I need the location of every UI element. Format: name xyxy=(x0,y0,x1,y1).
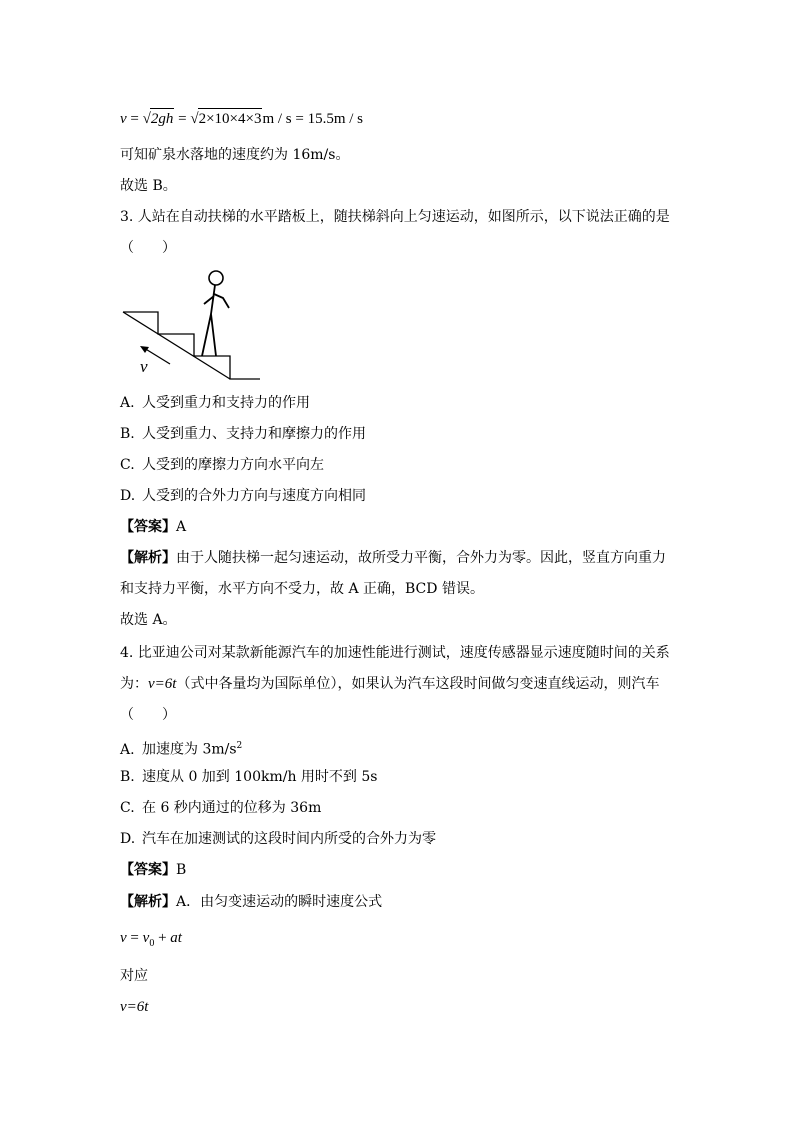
formula-tail: m / s = 15.5m / s xyxy=(262,111,364,127)
q3-analysis-1 xyxy=(120,548,666,568)
formula-eq: = xyxy=(130,111,139,127)
person-body xyxy=(202,285,229,356)
stem-prefix: 为： xyxy=(120,676,148,692)
formula-radicand-1: 2gh xyxy=(150,108,175,129)
person-head xyxy=(209,271,223,285)
formula-at: at xyxy=(170,930,182,946)
analysis-tag: 【解析】 xyxy=(120,894,176,910)
formula-eq: = xyxy=(178,111,187,127)
q4-stem-2 xyxy=(120,674,659,694)
option-text: 速度从 0 加到 100km/h 用时不到 5s xyxy=(142,769,378,785)
analysis-text: 由于人随扶梯一起匀速运动，故所受力平衡，合外力为零。因此，竖直方向重力 xyxy=(176,550,666,566)
option-label: A. xyxy=(120,395,135,411)
analysis-tag: 【解析】 xyxy=(120,550,176,566)
option-text: 加速度为 3m/s xyxy=(142,741,237,758)
q3-choose: 故选 A。 xyxy=(120,612,177,628)
option-label: B. xyxy=(120,426,135,442)
option-label: D. xyxy=(120,488,136,504)
q4-bracket: （ ） xyxy=(120,707,176,723)
formula-v6t: v=6t xyxy=(120,999,149,1015)
stem-formula: v=6t xyxy=(148,676,177,692)
formula-plus: + xyxy=(158,930,167,946)
formula-velocity xyxy=(120,108,363,129)
option-text: 人受到的摩擦力方向水平向左 xyxy=(142,457,324,473)
q4-analysis-1 xyxy=(120,892,382,912)
q4-option-a xyxy=(120,736,242,760)
option-text: 汽车在加速测试的这段时间内所受的合外力为零 xyxy=(142,831,436,847)
answer-tag: 【答案】 xyxy=(120,519,176,535)
option-text: 人受到重力、支持力和摩擦力的作用 xyxy=(142,426,366,442)
sqrt-sign: √ xyxy=(142,111,151,127)
formula-radicand-2: 2×10×4×3 xyxy=(198,108,263,129)
answer-value: B xyxy=(176,862,187,878)
q4-option-b xyxy=(120,767,377,787)
choose-text: 故选 B。 xyxy=(120,178,177,194)
option-sup: 2 xyxy=(236,741,243,751)
q3-stem: 3. 人站在自动扶梯的水平踏板上，随扶梯斜向上匀速运动，如图所示，以下说法正确的是 xyxy=(120,209,670,225)
stem-suffix: （式中各量均为国际单位），如果认为汽车这段时间做匀变速直线运动，则汽车 xyxy=(176,676,660,692)
escalator-figure xyxy=(118,262,268,387)
formula-subscript: 0 xyxy=(149,938,155,949)
q3-answer xyxy=(120,517,186,537)
q4-answer xyxy=(120,860,186,880)
velocity-arrow xyxy=(144,348,170,364)
option-label: C. xyxy=(120,800,135,816)
q3-analysis-2: 和支持力平衡，水平方向不受力，故 A 正确，BCD 错误。 xyxy=(120,581,484,597)
analysis-text: A．由匀变速运动的瞬时速度公式 xyxy=(176,894,383,910)
answer-value: A xyxy=(176,519,187,535)
option-label: A. xyxy=(120,741,135,758)
formula-uniform-acceleration xyxy=(120,928,182,954)
option-text: 人受到重力和支持力的作用 xyxy=(142,395,310,411)
answer-tag: 【答案】 xyxy=(120,862,176,878)
option-label: B. xyxy=(120,769,135,785)
correspond-text: 对应 xyxy=(120,968,148,984)
q4-option-c xyxy=(120,798,321,818)
conclusion-text: 可知矿泉水落地的速度约为 16m/s。 xyxy=(120,147,350,163)
formula-lhs: v xyxy=(120,111,127,127)
q4-stem-1: 4. 比亚迪公司对某款新能源汽车的加速性能进行测试，速度传感器显示速度随时间的关系 xyxy=(120,645,670,661)
option-label: D. xyxy=(120,831,136,847)
sqrt-sign: √ xyxy=(190,111,199,127)
q3-option-d xyxy=(120,486,366,506)
q3-option-b xyxy=(120,424,366,444)
q3-option-c xyxy=(120,455,324,475)
velocity-label: v xyxy=(140,357,148,376)
q4-option-d xyxy=(120,829,436,849)
q3-option-a xyxy=(120,393,310,413)
q3-bracket: （ ） xyxy=(120,240,176,256)
option-text: 人受到的合外力方向与速度方向相同 xyxy=(142,488,366,504)
option-label: C. xyxy=(120,457,135,473)
formula-eq: = xyxy=(130,930,139,946)
formula-v0: v xyxy=(142,930,150,946)
option-text: 在 6 秒内通过的位移为 36m xyxy=(142,800,322,816)
formula-lhs: v xyxy=(120,930,127,946)
